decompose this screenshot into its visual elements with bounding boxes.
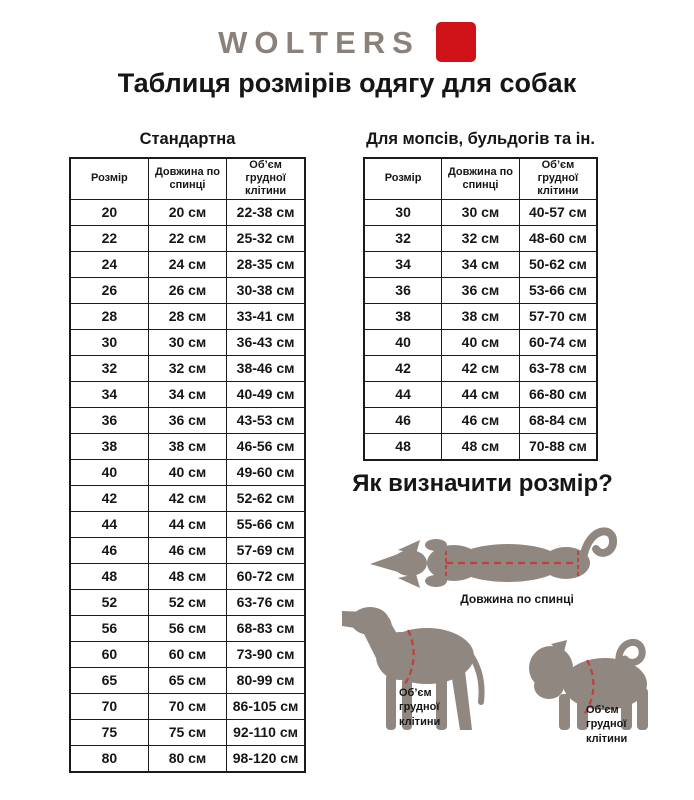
table-row bbox=[364, 251, 597, 277]
table-row bbox=[70, 745, 305, 772]
table-cell: 48 bbox=[364, 433, 442, 460]
table-cell: 44 bbox=[364, 381, 442, 407]
table-cell: 52 см bbox=[148, 589, 226, 615]
table-cell: 30 bbox=[364, 199, 442, 225]
table-cell: 28 bbox=[70, 303, 148, 329]
table-row bbox=[364, 407, 597, 433]
table-cell: 32 bbox=[364, 225, 442, 251]
table-cell: 38 см bbox=[148, 433, 226, 459]
table-cell: 68-83 см bbox=[227, 615, 305, 641]
table-cell: 57-70 см bbox=[519, 303, 597, 329]
standard-table-title: Стандартна bbox=[139, 130, 236, 148]
table-row bbox=[364, 225, 597, 251]
table-cell: 50-62 см bbox=[519, 251, 597, 277]
chest-volume-label: Об’єм грудної клітини bbox=[399, 687, 441, 728]
dog-top-view-silhouette bbox=[368, 520, 618, 592]
table-cell: 38 bbox=[70, 433, 148, 459]
table-cell: 20 bbox=[70, 199, 148, 225]
table-cell: 25-32 см bbox=[227, 225, 305, 251]
table-row bbox=[70, 407, 305, 433]
table-cell: 42 см bbox=[442, 355, 520, 381]
table-cell: 28-35 см bbox=[227, 251, 305, 277]
table-header-row bbox=[364, 158, 597, 199]
table-cell: 22 см bbox=[148, 225, 226, 251]
back-length-label: Довжина по спинці bbox=[460, 592, 574, 606]
column-header: Об’єм грудної клітини bbox=[519, 158, 597, 199]
table-cell: 48 см bbox=[148, 563, 226, 589]
table-row bbox=[70, 329, 305, 355]
table-row bbox=[70, 511, 305, 537]
table-cell: 30 bbox=[70, 329, 148, 355]
table-cell: 55-66 см bbox=[227, 511, 305, 537]
table-cell: 75 см bbox=[148, 719, 226, 745]
table-cell: 34 см bbox=[442, 251, 520, 277]
table-cell: 42 bbox=[70, 485, 148, 511]
table-cell: 68-84 см bbox=[519, 407, 597, 433]
table-cell: 56 bbox=[70, 615, 148, 641]
table-cell: 70 bbox=[70, 693, 148, 719]
table-row bbox=[70, 641, 305, 667]
table-cell: 40-49 см bbox=[227, 381, 305, 407]
table-cell: 80 см bbox=[148, 745, 226, 772]
column-header: Довжина по спинці bbox=[442, 158, 520, 199]
table-cell: 40 bbox=[364, 329, 442, 355]
table-row bbox=[70, 537, 305, 563]
table-cell: 36-43 см bbox=[227, 329, 305, 355]
table-cell: 38 см bbox=[442, 303, 520, 329]
table-cell: 86-105 см bbox=[227, 693, 305, 719]
table-cell: 34 bbox=[364, 251, 442, 277]
table-cell: 36 см bbox=[442, 277, 520, 303]
table-row bbox=[364, 199, 597, 225]
table-row bbox=[364, 303, 597, 329]
table-cell: 70 см bbox=[148, 693, 226, 719]
column-header: Розмір bbox=[70, 158, 148, 199]
table-cell: 57-69 см bbox=[227, 537, 305, 563]
table-cell: 32 см bbox=[148, 355, 226, 381]
table-cell: 43-53 см bbox=[227, 407, 305, 433]
table-cell: 36 bbox=[70, 407, 148, 433]
table-cell: 44 см bbox=[148, 511, 226, 537]
table-cell: 60-72 см bbox=[227, 563, 305, 589]
table-row bbox=[364, 277, 597, 303]
table-row bbox=[70, 485, 305, 511]
table-cell: 80-99 см bbox=[227, 667, 305, 693]
table-cell: 49-60 см bbox=[227, 459, 305, 485]
table-row bbox=[70, 251, 305, 277]
table-row bbox=[70, 225, 305, 251]
table-cell: 75 bbox=[70, 719, 148, 745]
table-cell: 38 bbox=[364, 303, 442, 329]
chest-volume-label: Об’єм грудної клітини bbox=[586, 704, 628, 745]
table-cell: 42 см bbox=[148, 485, 226, 511]
table-cell: 46 см bbox=[442, 407, 520, 433]
table-cell: 44 см bbox=[442, 381, 520, 407]
column-header: Довжина по спинці bbox=[148, 158, 226, 199]
pugs-size-table bbox=[363, 157, 598, 461]
brand-logo bbox=[0, 22, 694, 62]
table-cell: 60 см bbox=[148, 641, 226, 667]
table-cell: 48-60 см bbox=[519, 225, 597, 251]
table-cell: 26 см bbox=[148, 277, 226, 303]
table-cell: 30 см bbox=[442, 199, 520, 225]
table-row bbox=[364, 329, 597, 355]
table-cell: 70-88 см bbox=[519, 433, 597, 460]
table-cell: 26 bbox=[70, 277, 148, 303]
table-row bbox=[70, 693, 305, 719]
table-cell: 33-41 см bbox=[227, 303, 305, 329]
standard-size-table bbox=[69, 157, 306, 773]
table-cell: 52 bbox=[70, 589, 148, 615]
table-cell: 38-46 см bbox=[227, 355, 305, 381]
guide-title: Як визначити розмір? bbox=[352, 470, 613, 497]
table-row bbox=[70, 277, 305, 303]
table-cell: 46 bbox=[364, 407, 442, 433]
table-row bbox=[70, 433, 305, 459]
pugs-size-section bbox=[363, 130, 598, 461]
column-header: Об’єм грудної клітини bbox=[227, 158, 305, 199]
table-cell: 92-110 см bbox=[227, 719, 305, 745]
page-title: Таблиця розмірів одягу для собак bbox=[117, 68, 577, 98]
table-row bbox=[364, 355, 597, 381]
table-cell: 46 см bbox=[148, 537, 226, 563]
table-cell: 40 см bbox=[442, 329, 520, 355]
table-cell: 48 bbox=[70, 563, 148, 589]
table-cell: 98-120 см bbox=[227, 745, 305, 772]
standard-size-section bbox=[69, 130, 306, 773]
pugs-table-title: Для мопсів, бульдогів та ін. bbox=[366, 130, 595, 148]
table-row bbox=[70, 563, 305, 589]
table-cell: 44 bbox=[70, 511, 148, 537]
table-row bbox=[70, 459, 305, 485]
table-cell: 34 см bbox=[148, 381, 226, 407]
table-cell: 65 см bbox=[148, 667, 226, 693]
table-cell: 34 bbox=[70, 381, 148, 407]
table-cell: 52-62 см bbox=[227, 485, 305, 511]
table-header-row bbox=[70, 158, 305, 199]
table-row bbox=[70, 615, 305, 641]
table-row bbox=[364, 433, 597, 460]
table-row bbox=[70, 355, 305, 381]
table-cell: 73-90 см bbox=[227, 641, 305, 667]
table-cell: 28 см bbox=[148, 303, 226, 329]
table-cell: 60-74 см bbox=[519, 329, 597, 355]
table-row bbox=[70, 719, 305, 745]
table-cell: 22-38 см bbox=[227, 199, 305, 225]
table-cell: 66-80 см bbox=[519, 381, 597, 407]
table-cell: 42 bbox=[364, 355, 442, 381]
table-cell: 48 см bbox=[442, 433, 520, 460]
table-cell: 36 см bbox=[148, 407, 226, 433]
table-cell: 30 см bbox=[148, 329, 226, 355]
table-cell: 30-38 см bbox=[227, 277, 305, 303]
table-cell: 60 bbox=[70, 641, 148, 667]
table-cell: 46-56 см bbox=[227, 433, 305, 459]
table-cell: 24 bbox=[70, 251, 148, 277]
table-cell: 40-57 см bbox=[519, 199, 597, 225]
table-cell: 40 см bbox=[148, 459, 226, 485]
table-row bbox=[70, 381, 305, 407]
table-cell: 65 bbox=[70, 667, 148, 693]
brand-logo-red-square bbox=[436, 22, 476, 62]
table-row bbox=[70, 589, 305, 615]
table-cell: 36 bbox=[364, 277, 442, 303]
column-header: Розмір bbox=[364, 158, 442, 199]
table-cell: 20 см bbox=[148, 199, 226, 225]
table-row bbox=[70, 303, 305, 329]
table-cell: 46 bbox=[70, 537, 148, 563]
table-cell: 40 bbox=[70, 459, 148, 485]
table-cell: 24 см bbox=[148, 251, 226, 277]
table-cell: 32 см bbox=[442, 225, 520, 251]
table-cell: 63-76 см bbox=[227, 589, 305, 615]
table-cell: 63-78 см bbox=[519, 355, 597, 381]
table-row bbox=[364, 381, 597, 407]
table-cell: 80 bbox=[70, 745, 148, 772]
table-cell: 22 bbox=[70, 225, 148, 251]
table-cell: 53-66 см bbox=[519, 277, 597, 303]
table-row bbox=[70, 667, 305, 693]
brand-logo-text: WOLTERS bbox=[218, 24, 420, 60]
table-cell: 32 bbox=[70, 355, 148, 381]
table-row bbox=[70, 199, 305, 225]
table-cell: 56 см bbox=[148, 615, 226, 641]
